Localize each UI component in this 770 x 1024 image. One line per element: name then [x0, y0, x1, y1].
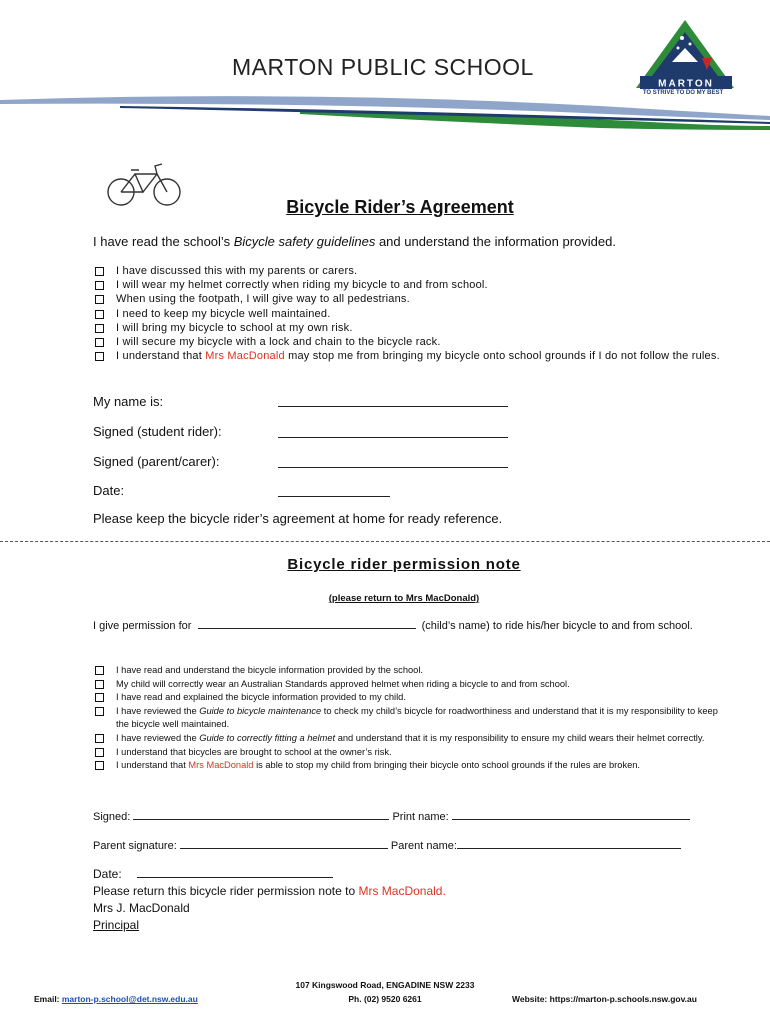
checklist-item: I have read and explained the bicycle information provided to my child.	[93, 691, 723, 705]
return-note: (please return to Mrs MacDonald)	[328, 593, 480, 604]
signoff-title: Principal	[93, 918, 140, 932]
permission-date-field[interactable]	[137, 867, 333, 878]
signed-student-field[interactable]	[278, 437, 508, 438]
checkbox-icon[interactable]	[95, 748, 104, 757]
checkbox-icon[interactable]	[95, 310, 104, 319]
footer-phone: Ph. (02) 9520 6261	[348, 994, 422, 1004]
agreement-intro: I have read the school’s Bicycle safety guidelines and understand the information provided.	[93, 234, 616, 249]
checkbox-icon[interactable]	[95, 324, 104, 333]
checkbox-icon[interactable]	[95, 281, 104, 290]
permission-checklist	[93, 664, 723, 773]
signoff-name: Mrs J. MacDonald	[93, 901, 190, 915]
checkbox-icon[interactable]	[95, 338, 104, 347]
checkbox-icon[interactable]	[95, 666, 104, 675]
signed-parent-label: Signed (parent/carer):	[93, 454, 220, 469]
parent-signature-field[interactable]	[180, 838, 388, 849]
checkbox-icon[interactable]	[95, 693, 104, 702]
signed-parent-field[interactable]	[278, 467, 508, 468]
checklist-item: I have discussed this with my parents or carers.	[93, 264, 733, 278]
date-label: Date:	[93, 483, 125, 498]
school-motto: TO STRIVE TO DO MY BEST	[642, 90, 724, 96]
parent-name-field[interactable]	[457, 838, 681, 849]
checklist-item: I need to keep my bicycle well maintained.	[93, 307, 733, 321]
checkbox-icon[interactable]	[95, 267, 104, 276]
checklist-item: I will wear my helmet correctly when riding my bicycle to and from school.	[93, 278, 733, 292]
checklist-item: I will secure my bicycle with a lock and chain to the bicycle rack.	[93, 335, 733, 349]
print-name-field[interactable]	[452, 809, 690, 820]
checklist-item: I understand that Mrs MacDonald is able to stop my child from bringing their bicycle onto school grounds if the rules are broken.	[93, 759, 723, 773]
checklist-item: I understand that bicycles are brought to school at the owner’s risk.	[93, 746, 723, 760]
footer-email: Email: marton-p.school@det.nsw.edu.au	[34, 994, 198, 1004]
signed-row: Signed: Print name:	[93, 809, 690, 823]
parent-row: Parent signature: Parent name:	[93, 838, 681, 852]
logo-text: MARTON	[658, 78, 714, 90]
checkbox-icon[interactable]	[95, 707, 104, 716]
signed-field[interactable]	[133, 809, 389, 820]
child-name-field[interactable]	[198, 618, 416, 629]
footer-website[interactable]: Website: https://marton-p.schools.nsw.gov.au	[512, 994, 697, 1004]
checklist-item: I understand that Mrs MacDonald may stop me from bringing my bicycle onto school grounds if I do not follow the rules.	[93, 349, 733, 363]
keep-note: Please keep the bicycle rider’s agreement at home for ready reference.	[93, 511, 503, 526]
checkbox-icon[interactable]	[95, 680, 104, 689]
checkbox-icon[interactable]	[95, 295, 104, 304]
checklist-item: I have reviewed the Guide to bicycle maintenance to check my child’s bicycle for roadworthiness and understand that it is my responsibility to keep the bicycle well maintained.	[93, 705, 723, 732]
agreement-checklist	[93, 264, 733, 363]
email-link[interactable]: marton-p.school@det.nsw.edu.au	[61, 994, 198, 1004]
permission-statement: I give permission for (child’s name) to ride his/her bicycle to and from school.	[93, 620, 693, 632]
checklist-item: I have reviewed the Guide to correctly fitting a helmet and understand that it is my responsibility to ensure my child wears their helmet correctly.	[93, 732, 723, 746]
permission-title: Bicycle rider permission note	[287, 556, 521, 573]
signed-student-label: Signed (student rider):	[93, 424, 222, 439]
return-instruction: Please return this bicycle rider permission note to Mrs MacDonald.	[93, 884, 446, 898]
checkbox-icon[interactable]	[95, 352, 104, 361]
checkbox-icon[interactable]	[95, 734, 104, 743]
name-label: My name is:	[93, 394, 164, 409]
checklist-item: When using the footpath, I will give way to all pedestrians.	[93, 292, 733, 306]
checklist-item: I will bring my bicycle to school at my own risk.	[93, 321, 733, 335]
checklist-item: My child will correctly wear an Australian Standards approved helmet when riding a bicycle to and from school.	[93, 678, 723, 692]
agreement-title: Bicycle Rider’s Agreement	[286, 197, 514, 217]
footer-address: 107 Kingswood Road, ENGADINE NSW 2233	[295, 980, 475, 990]
date-field[interactable]	[278, 496, 390, 497]
school-name: MARTON PUBLIC SCHOOL	[232, 54, 534, 80]
name-field[interactable]	[278, 406, 508, 407]
permission-date-row: Date:	[93, 867, 333, 881]
checkbox-icon[interactable]	[95, 761, 104, 770]
checklist-item: I have read and understand the bicycle information provided by the school.	[93, 664, 723, 678]
cut-line	[0, 541, 770, 542]
